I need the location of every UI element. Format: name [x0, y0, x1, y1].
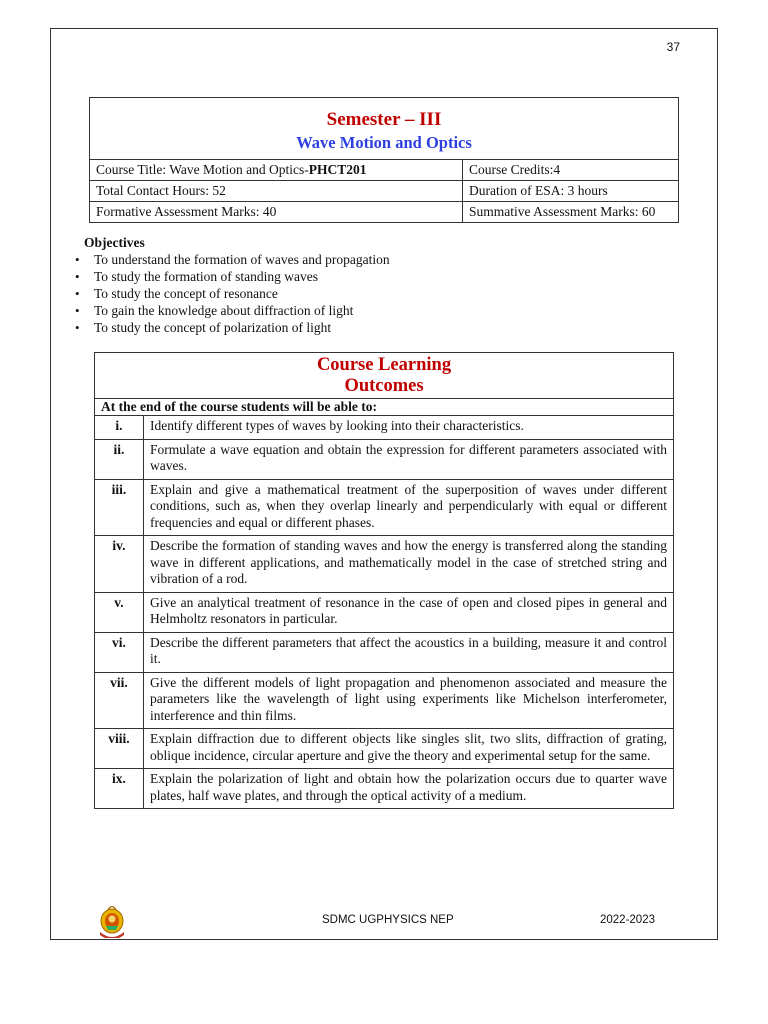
objective-item: • To study the formation of standing waves	[75, 268, 390, 285]
outcomes-title-line1: Course Learning	[316, 355, 452, 375]
contact-hours: Total Contact Hours: 52	[90, 181, 463, 202]
outcome-row	[95, 672, 674, 729]
outcome-row	[95, 416, 674, 440]
outcome-number: vii.	[95, 672, 144, 729]
subject-title: Wave Motion and Optics	[296, 132, 472, 152]
objective-item: • To study the concept of polarization of light	[75, 319, 390, 336]
outcome-text: Describe the different parameters that affect the acoustics in a building, measure it and control it.	[144, 632, 674, 672]
objectives-list	[84, 251, 390, 336]
outcome-number: ii.	[95, 439, 144, 479]
outcome-row	[95, 632, 674, 672]
semester-title: Semester – III	[326, 108, 442, 130]
outcome-row	[95, 536, 674, 593]
outcome-row	[95, 592, 674, 632]
outcome-row	[95, 729, 674, 769]
outcome-number: vi.	[95, 632, 144, 672]
objective-item: • To gain the knowledge about diffraction of light	[75, 302, 390, 319]
outcome-number: ix.	[95, 769, 144, 809]
outcome-number: iv.	[95, 536, 144, 593]
outcome-text: Formulate a wave equation and obtain the expression for different parameters associated with waves.	[144, 439, 674, 479]
course-header-table	[89, 97, 679, 223]
outcome-row	[95, 479, 674, 536]
objectives-heading: Objectives	[84, 235, 145, 250]
outcome-text: Give an analytical treatment of resonance in the case of open and closed pipes in general and Helmholtz resonators in particular.	[144, 592, 674, 632]
formative-marks: Formative Assessment Marks: 40	[90, 202, 463, 223]
header-title-cell	[90, 98, 679, 160]
outcome-text: Explain diffraction due to different objects like singles slit, two slits, diffraction of grating, oblique incidence, circular aperture and give the theory and experimental setup for the same.	[144, 729, 674, 769]
outcome-text: Explain the polarization of light and obtain how the polarization occurs due to quarter wave plates, half wave plates, and through the optical activity of a medium.	[144, 769, 674, 809]
objective-item: • To understand the formation of waves and propagation	[75, 251, 390, 268]
learning-outcomes-table	[94, 352, 674, 809]
outcomes-title-line2: Outcomes	[344, 376, 424, 396]
summative-marks: Summative Assessment Marks: 60	[463, 202, 679, 223]
footer-year: 2022-2023	[600, 914, 655, 926]
outcome-row	[95, 769, 674, 809]
outcomes-title	[95, 353, 674, 399]
outcome-number: iii.	[95, 479, 144, 536]
outcome-text: Describe the formation of standing waves and how the energy is transferred along the standing wave in different applications, and mathematically model in the case of stretched string and vibration of a rod.	[144, 536, 674, 593]
course-code: PHCT201	[308, 162, 367, 177]
objectives-section	[84, 234, 390, 336]
course-credits: Course Credits:4	[463, 160, 679, 181]
course-title-cell	[90, 160, 463, 181]
outcome-text: Give the different models of light propagation and phenomenon associated and measure the parameters like the wavelength of light using experiments like Michelson interferometer, interference and thin films.	[144, 672, 674, 729]
footer-institution: SDMC UGPHYSICS NEP	[322, 914, 454, 926]
course-title-label: Course Title: Wave Motion and Optics-	[96, 162, 309, 177]
outcome-row	[95, 439, 674, 479]
outcome-number: v.	[95, 592, 144, 632]
page-number: 37	[666, 40, 680, 54]
esa-duration: Duration of ESA: 3 hours	[463, 181, 679, 202]
college-emblem-icon	[97, 906, 127, 938]
outcome-text: Identify different types of waves by looking into their characteristics.	[144, 416, 674, 440]
outcome-number: i.	[95, 416, 144, 440]
objective-item: • To study the concept of resonance	[75, 285, 390, 302]
outcomes-intro: At the end of the course students will be able to:	[95, 399, 674, 416]
outcome-text: Explain and give a mathematical treatment of the superposition of waves under different conditions, such as, when they overlap linearly and perpendicularly with equal or different frequencies and equal or different phases.	[144, 479, 674, 536]
outcome-number: viii.	[95, 729, 144, 769]
